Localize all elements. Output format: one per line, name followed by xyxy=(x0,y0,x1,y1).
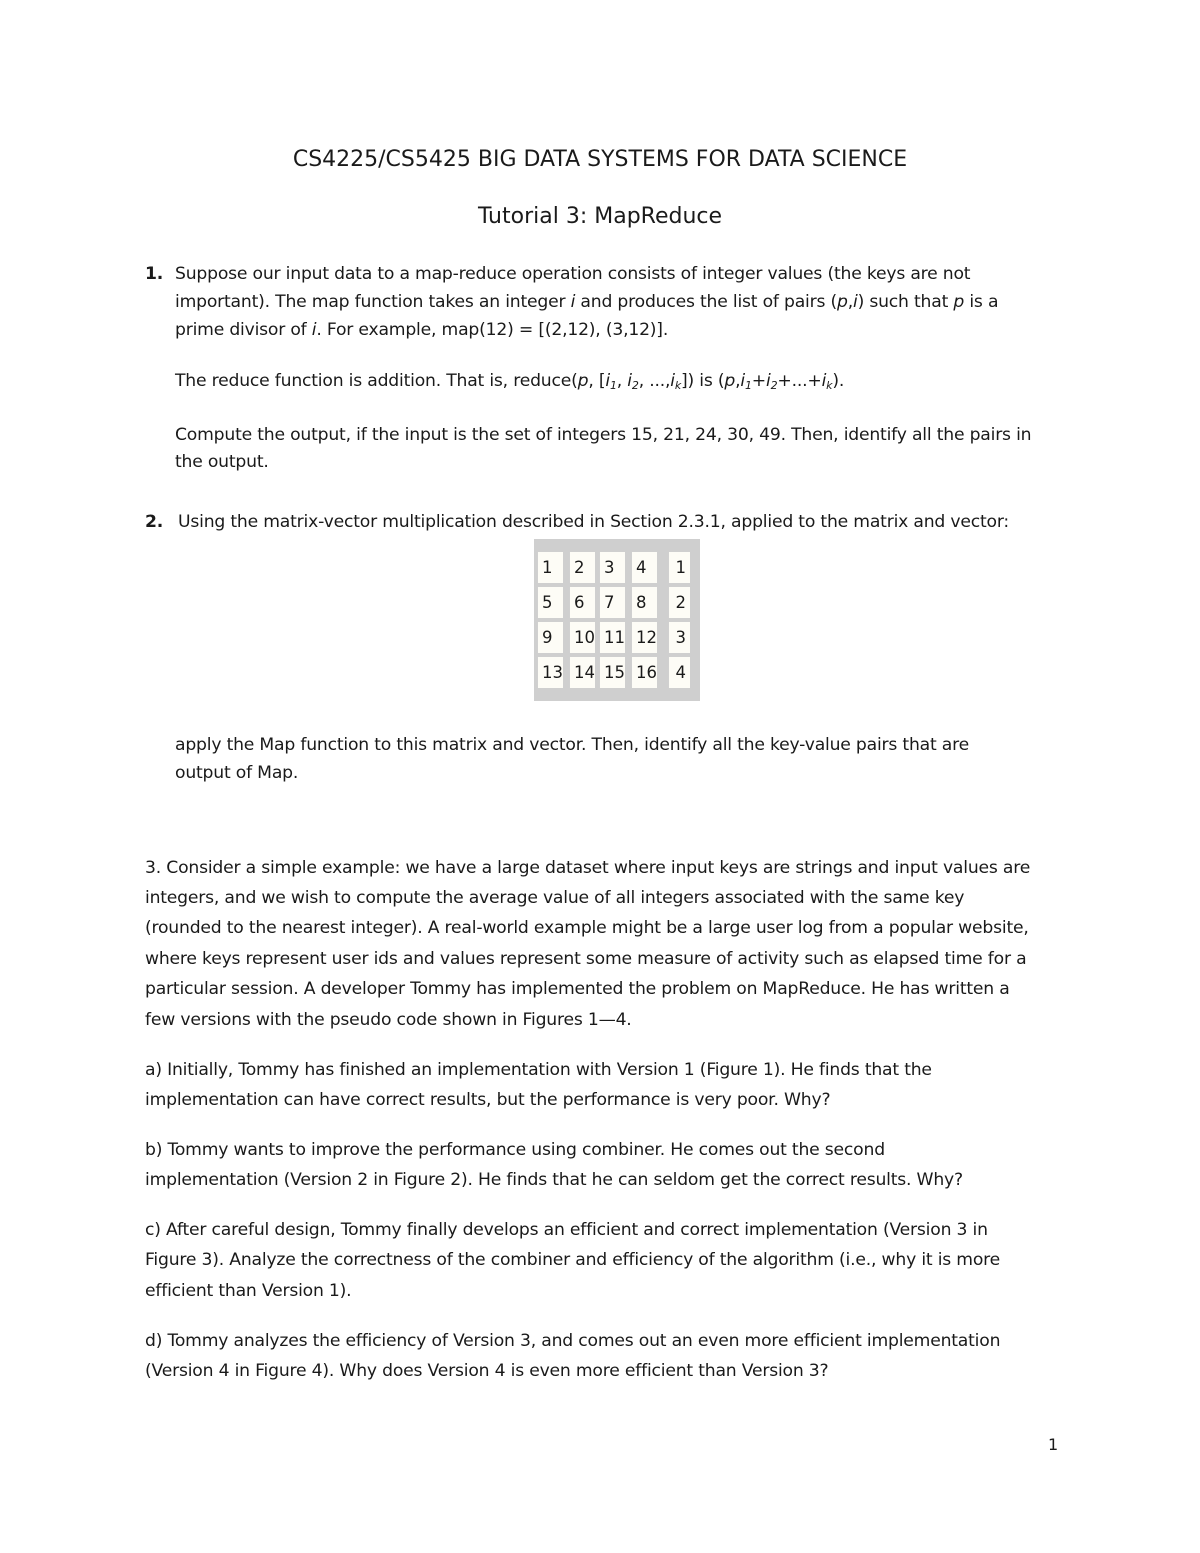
matrix-cell: 15 xyxy=(599,657,625,688)
q3-intro-line: particular session. A developer Tommy has implemented the problem on MapReduce. He has written a xyxy=(145,979,1010,999)
q3c-line: c) After careful design, Tommy finally develops an efficient and correct implementation (Version 3 in xyxy=(145,1220,988,1240)
matrix-cell: 8 xyxy=(631,587,657,618)
matrix-cell: 13 xyxy=(537,657,563,688)
q3a-line: implementation can have correct results, but the performance is very poor. Why? xyxy=(145,1090,831,1110)
q3d-line: d) Tommy analyzes the efficiency of Version 3, and comes out an even more efficient implementation xyxy=(145,1331,1001,1351)
matrix-cell: 7 xyxy=(599,587,625,618)
q3d-line: (Version 4 in Figure 4). Why does Version 4 is even more efficient than Version 3? xyxy=(145,1361,829,1381)
q3b-line: implementation (Version 2 in Figure 2). He finds that he can seldom get the correct results. Why? xyxy=(145,1170,963,1190)
matrix-cell: 11 xyxy=(599,622,625,653)
vector-cell: 3 xyxy=(668,622,690,653)
q3-intro-line: 3. Consider a simple example: we have a large dataset where input keys are strings and input values are xyxy=(145,858,1031,878)
q3-intro-line: few versions with the pseudo code shown in Figures 1—4. xyxy=(145,1010,632,1030)
q2-after-line1: apply the Map function to this matrix and vector. Then, identify all the key-value pairs that are xyxy=(175,735,969,755)
q3-intro-line: (rounded to the nearest integer). A real-world example might be a large user log from a popular website, xyxy=(145,918,1029,938)
matrix-cell: 12 xyxy=(631,622,657,653)
matrix-cell: 16 xyxy=(631,657,657,688)
q1-reduce-line: The reduce function is addition. That is, reduce(p, [$i_1$, $i_2$, $...,i_k$]) is $(p,i_1+i_2+...+i_k)$. xyxy=(175,371,845,392)
matrix-cell: 1 xyxy=(537,552,563,583)
tutorial-title: Tutorial 3: MapReduce xyxy=(477,204,723,229)
q3c-line: efficient than Version 1). xyxy=(145,1281,352,1301)
q1-compute-line1: Compute the output, if the input is the set of integers 15, 21, 24, 30, 49. Then, identify all the pairs in xyxy=(175,425,1032,445)
q1-line3: prime divisor of i. For example, map(12) = [(2,12), (3,12)]. xyxy=(175,320,669,340)
vector-cell: 2 xyxy=(668,587,690,618)
vector-cell: 1 xyxy=(668,552,690,583)
matrix-cell: 2 xyxy=(569,552,595,583)
matrix-cell: 4 xyxy=(631,552,657,583)
page-number: 1 xyxy=(1048,1435,1059,1454)
matrix-cell: 5 xyxy=(537,587,563,618)
course-title: CS4225/CS5425 BIG DATA SYSTEMS FOR DATA SCIENCE xyxy=(292,147,908,172)
matrix-cell: 9 xyxy=(537,622,563,653)
q2-after-line2: output of Map. xyxy=(175,763,299,783)
q2-number: 2. xyxy=(145,512,164,532)
q3a-line: a) Initially, Tommy has finished an implementation with Version 1 (Figure 1). He finds that the xyxy=(145,1060,932,1080)
q3c-line: Figure 3). Analyze the correctness of the combiner and efficiency of the algorithm (i.e., why it is more xyxy=(145,1250,1001,1270)
q1-compute-line2: the output. xyxy=(175,452,269,472)
matrix-vector-image xyxy=(534,539,700,701)
matrix-cell: 6 xyxy=(569,587,595,618)
vector-cell: 4 xyxy=(668,657,690,688)
q1-line1: Suppose our input data to a map-reduce operation consists of integer values (the keys are not xyxy=(175,264,971,284)
matrix-cell: 10 xyxy=(569,622,595,653)
q2-line1: Using the matrix-vector multiplication described in Section 2.3.1, applied to the matrix and vector: xyxy=(178,512,1009,532)
matrix-cell: 14 xyxy=(569,657,595,688)
q3b-line: b) Tommy wants to improve the performance using combiner. He comes out the second xyxy=(145,1140,885,1160)
q1-line2: important). The map function takes an integer i and produces the list of pairs (p,i) such that p is a xyxy=(175,292,999,312)
matrix-cell: 3 xyxy=(599,552,625,583)
q1-number: 1. xyxy=(145,264,164,284)
q3-intro-line: where keys represent user ids and values represent some measure of activity such as elapsed time for a xyxy=(145,949,1027,969)
q3-intro-line: integers, and we wish to compute the average value of all integers associated with the same key xyxy=(145,888,965,908)
